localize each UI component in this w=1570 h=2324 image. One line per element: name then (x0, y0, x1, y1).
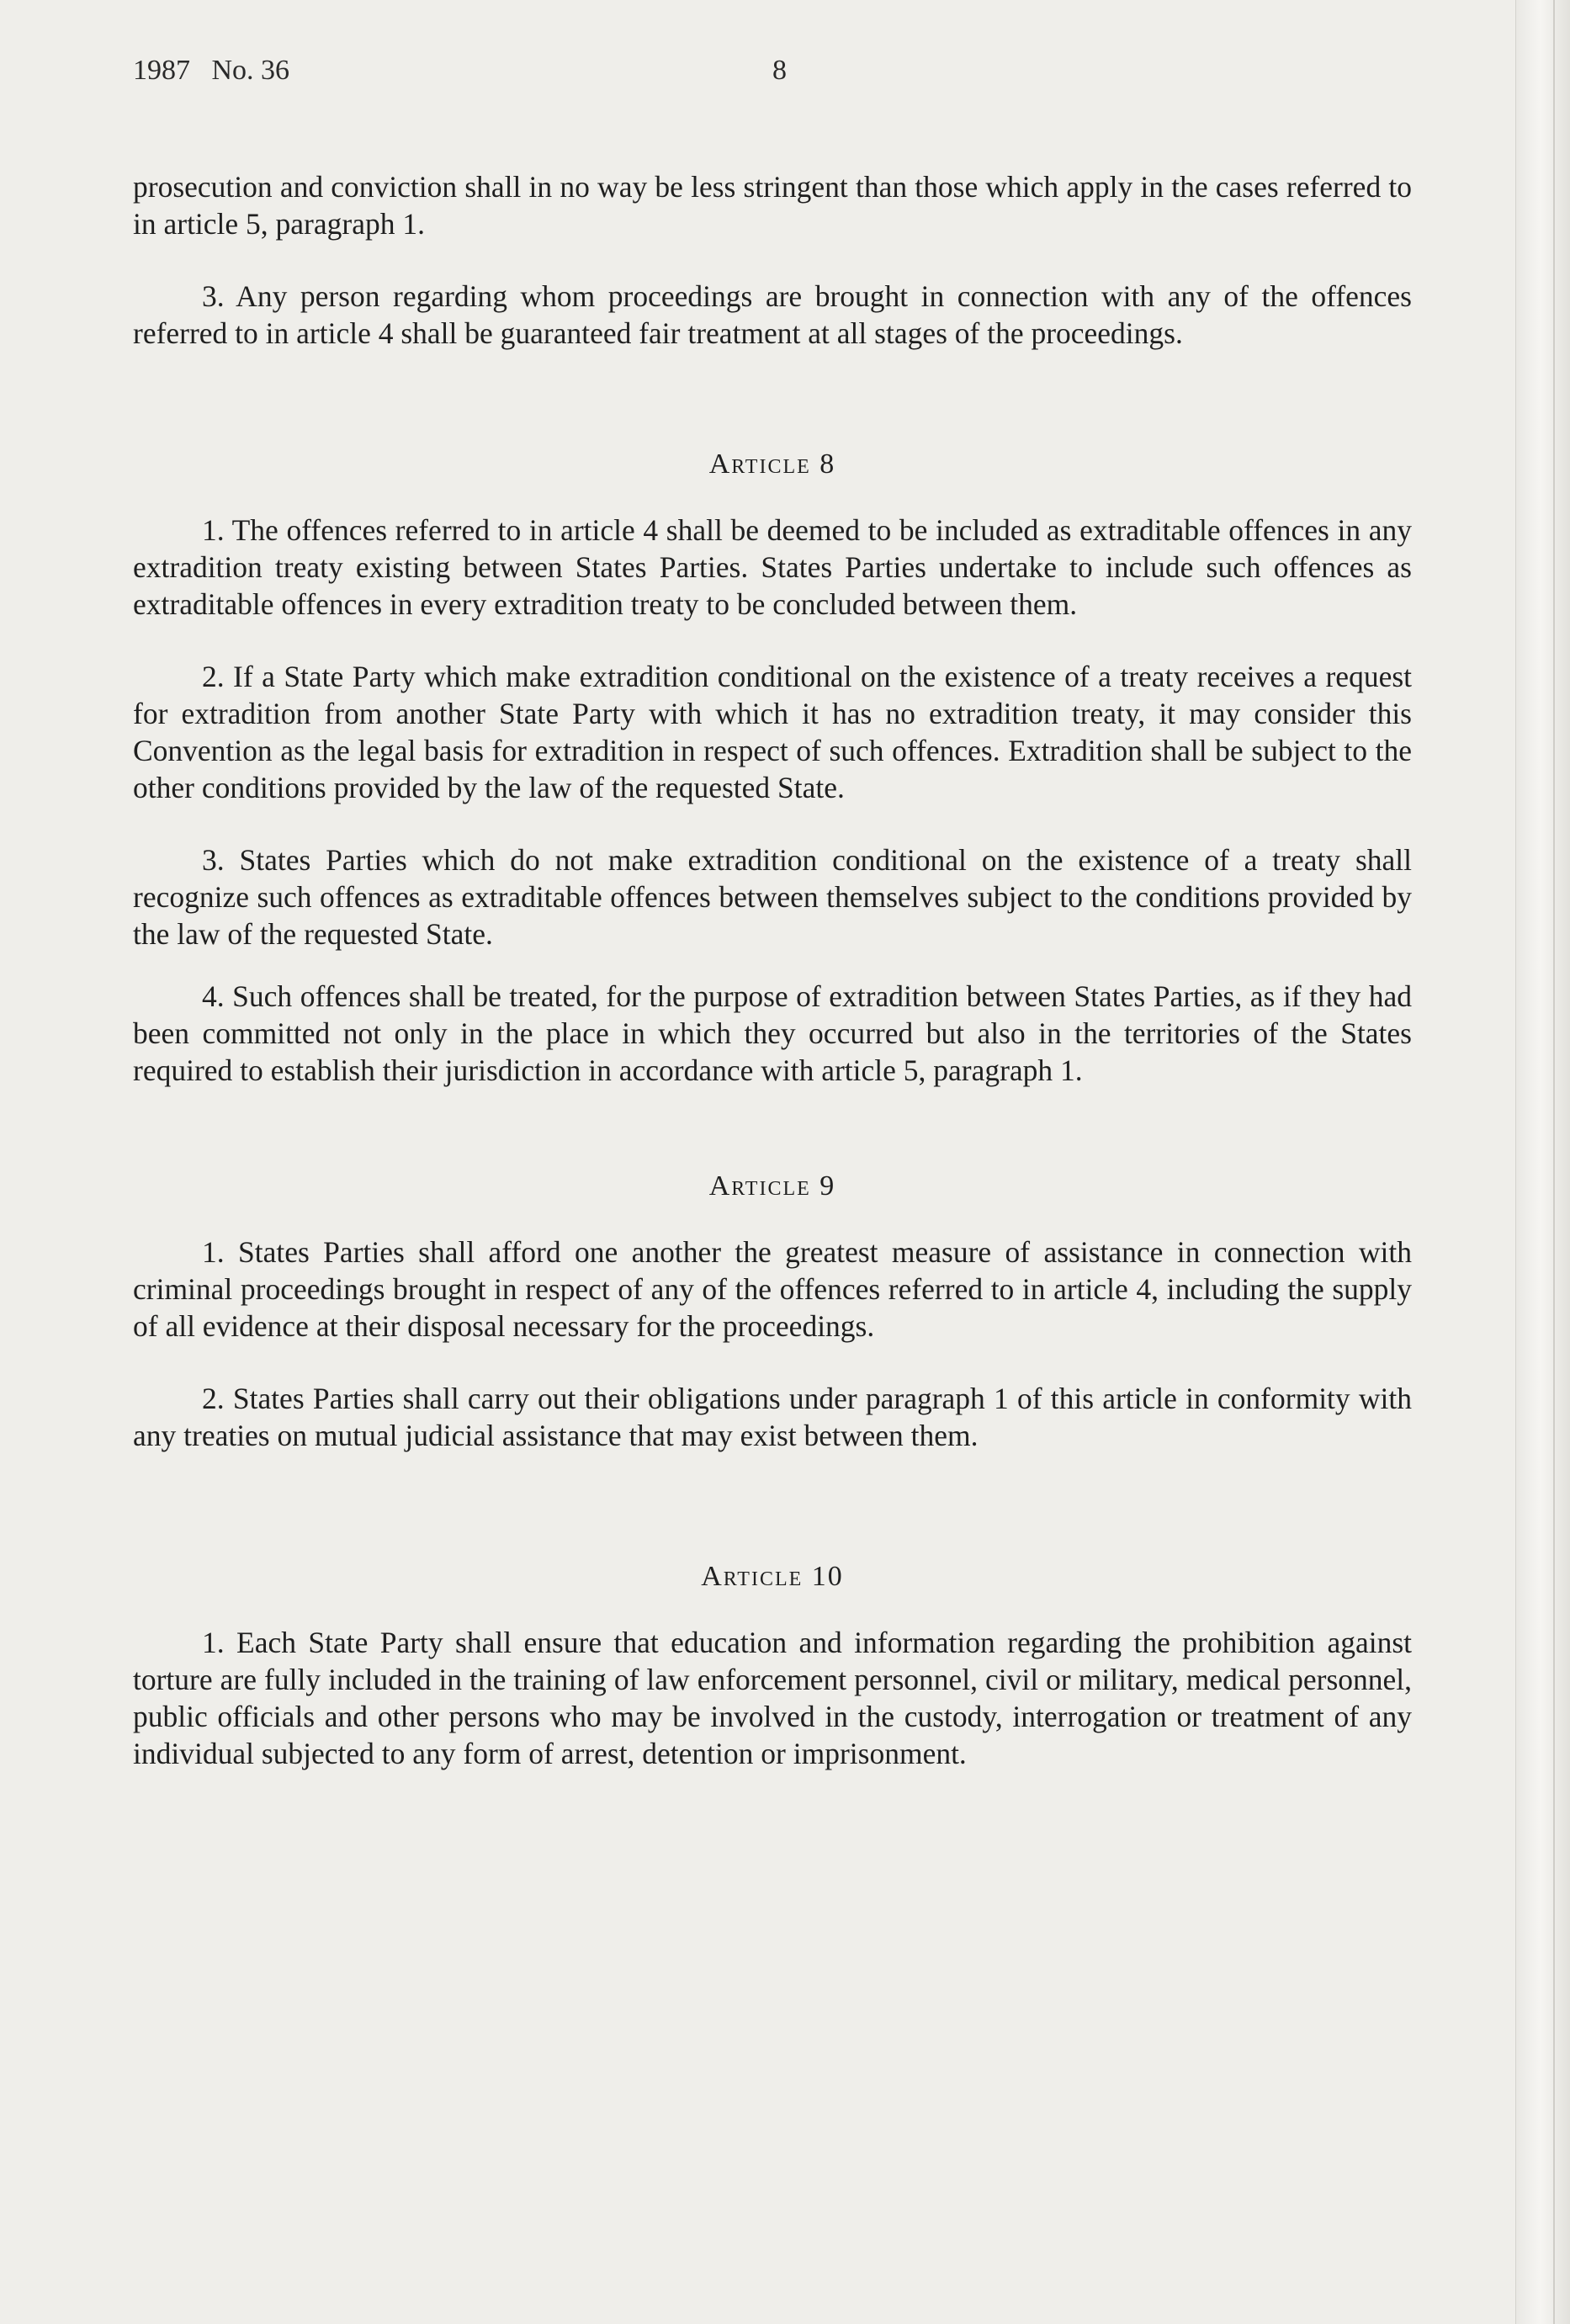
paragraph-8-3: 3. States Parties which do not make extradition conditional on the existence of a treaty shall recognize such offences as extraditable offences between themselves subject to the conditions provided by the law of the requested State. (133, 843, 1412, 951)
paragraph-7-3: 3. Any person regarding whom proceedings are brought in connection with any of the offences referred to in article 4 shall be guaranteed fair treatment at all stages of the proceedings. (133, 279, 1412, 350)
paragraph-8-4: 4. Such offences shall be treated, for the purpose of extradition between States Parties, as if they had been committed not only in the place in which they occurred but also in the territories of the States required to establish their jurisdiction in accordance with article 5, paragraph 1. (133, 979, 1412, 1087)
paragraph-9-1: 1. States Parties shall afford one another the greatest measure of assistance in connection with criminal proceedings brought in respect of any of the offences referred to in article 4, including the supply of all evidence at their disposal necessary for the proceedings. (133, 1235, 1412, 1343)
paragraph-10-1: 1. Each State Party shall ensure that education and information regarding the prohibition against torture are fully included in the training of law enforcement personnel, civil or military, medical personnel, public officials and other persons who may be involved in the custody, interrogation or treatment of any individual subjected to any form of arrest, detention or imprisonment. (133, 1626, 1412, 1770)
paragraph-continuation: prosecution and conviction shall in no way be less stringent than those which apply in the cases referred to in article 5, paragraph 1. (133, 170, 1412, 241)
header-page-number: 8 (772, 55, 787, 86)
article-9-heading: Article 9 (708, 1170, 836, 1202)
article-10-heading: Article 10 (701, 1561, 844, 1592)
header-year-number: 1987 No. 36 (133, 55, 290, 86)
running-header (133, 52, 1412, 103)
page-edge-line (1553, 0, 1555, 2324)
page-content (133, 52, 1412, 1772)
article-8-heading: Article 8 (708, 448, 836, 480)
paragraph-8-2: 2. If a State Party which make extradition conditional on the existence of a treaty receives a request for extradition from another State Party with which it has no extradition treaty, it may consider this Convention as the legal basis for extradition in respect of such offences. Extradition shall be subject to the other conditions provided by the law of the requested State. (133, 660, 1412, 804)
paragraph-8-1: 1. The offences referred to in article 4 shall be deemed to be included as extraditable offences in any extradition treaty existing between States Parties. States Parties undertake to include such offences as extraditable offences in every extradition treaty to be concluded between them. (133, 513, 1412, 621)
paragraph-9-2: 2. States Parties shall carry out their obligations under paragraph 1 of this article in conformity with any treaties on mutual judicial assistance that may exist between them. (133, 1382, 1412, 1452)
page-edge (1515, 0, 1570, 2324)
